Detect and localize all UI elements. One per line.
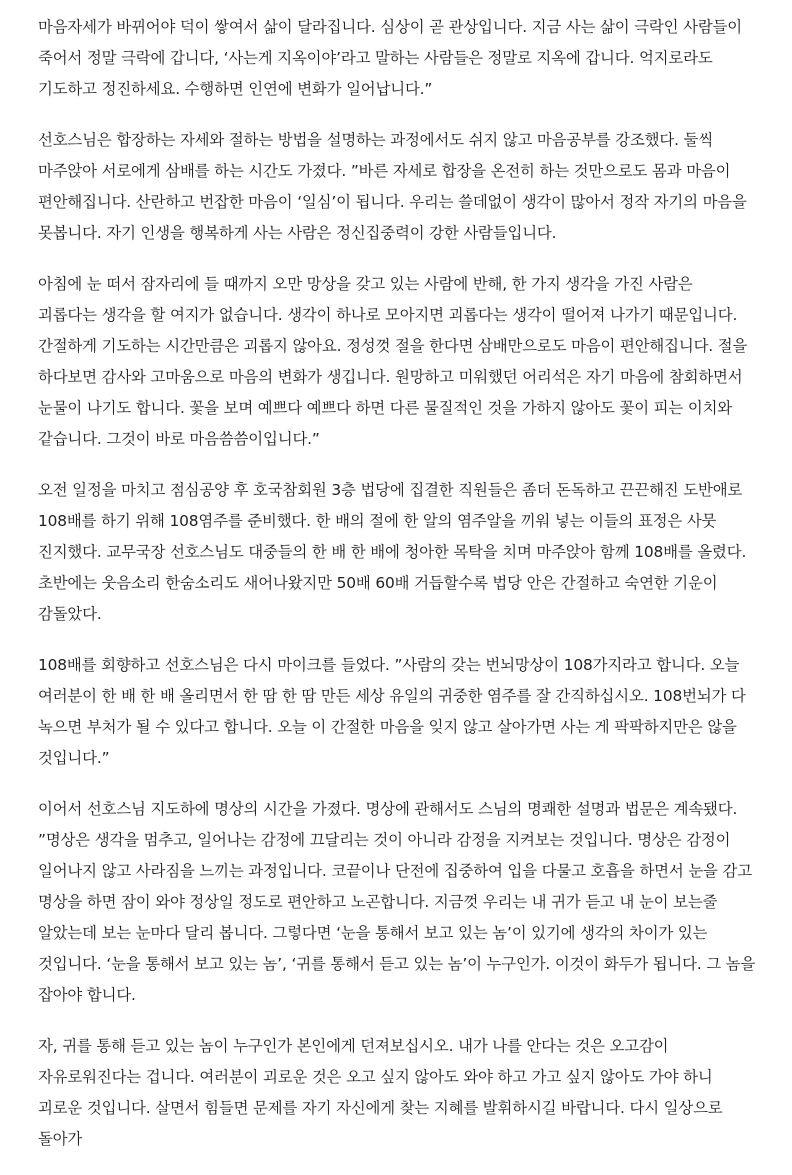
paragraph: 자, 귀를 통해 듣고 있는 놈이 누구인가 본인에게 던져보십시오. 내가 나를 안다는 것은 오고감이 자유로워진다는 겁니다. 여러분이 괴로운 것은 오고 싶지 않아도 와야 하고 가고 싶지 않아도 가야 하니 괴로운 것입니다. 살면서 힘들면 문제를 자기 자신에게 찾는 지혜를 발휘하시길 바랍니다. 다시 일상으로 돌아가 bbox=[38, 1037, 723, 1148]
article-body bbox=[38, 12, 756, 1175]
paragraph: 선호스님은 합장하는 자세와 절하는 방법을 설명하는 과정에서도 쉬지 않고 마음공부를 강조했다. 둘씩 마주앉아 서로에게 삼배를 하는 시간도 가졌다. ”바른 자세로 합장을 온전히 하는 것만으로도 몸과 마음이 편안해집니다. 산란하고 번잡한 마음이 ‘일심’이 됩니다. 우리는 쓸데없이 생각이 많아서 정작 자기의 마음을 못봅니다. 자기 인생을 행복하게 사는 사람은 정신집중력이 강한 사람들입니다. bbox=[38, 131, 747, 242]
paragraph: 마음자세가 바뀌어야 덕이 쌓여서 삶이 달라집니다. 심상이 곧 관상입니다. 지금 사는 삶이 극락인 사람들이 죽어서 정말 극락에 갑니다, ‘사는게 지옥이야’라고 말하는 사람들은 정말로 지옥에 갑니다. 억지로라도 기도하고 정진하세요. 수행하면 인연에 변화가 일어납니다.” bbox=[38, 18, 742, 98]
paragraph: 오전 일정을 마치고 점심공양 후 호국참회원 3층 법당에 집결한 직원들은 좀더 돈독하고 끈끈해진 도반애로 108배를 하기 위해 108염주를 준비했다. 한 배의 절에 한 알의 염주알을 끼워 넣는 이들의 표정은 사뭇 진지했다. 교무국장 선호스님도 대중들의 한 배 한 배에 청아한 목탁을 치며 마주앉아 함께 108배를 올렸다. 초반에는 웃음소리 한숨소리도 새어나왔지만 50배 60배 거듭할수록 법당 안은 간절하고 숙연한 기운이 감돌았다. bbox=[38, 481, 747, 623]
paragraph: 108배를 회향하고 선호스님은 다시 마이크를 들었다. ”사람의 갖는 번뇌망상이 108가지라고 합니다. 오늘 여러분이 한 배 한 배 올리면서 한 땀 한 땀 만든 세상 유일의 귀중한 염주를 잘 간직하십시오. 108번뇌가 다 녹으면 부처가 될 수 있다고 합니다. 오늘 이 간절한 마음을 잊지 않고 살아가면 사는 게 팍팍하지만은 않을 것입니다.” bbox=[38, 656, 746, 767]
paragraph: 아침에 눈 떠서 잠자리에 들 때까지 오만 망상을 갖고 있는 사람에 반해, 한 가지 생각을 가진 사람은 괴롭다는 생각을 할 여지가 없습니다. 생각이 하나로 모아지면 괴롭다는 생각이 떨어져 나가기 때문입니다. 간절하게 기도하는 시간만큼은 괴롭지 않아요. 정성껏 절을 한다면 삼배만으로도 마음이 편안해집니다. 절을 하다보면 감사와 고마움으로 마음의 변화가 생깁니다. 원망하고 미워했던 어리석은 자기 마음에 참회하면서 눈물이 나기도 합니다. 꽃을 보며 예쁘다 예쁘다 하면 다른 물질적인 것을 가하지 않아도 꽃이 피는 이치와 같습니다. 그것이 바로 마음씀씀이입니다.” bbox=[38, 275, 748, 448]
paragraph: 이어서 선호스님 지도하에 명상의 시간을 가졌다. 명상에 관해서도 스님의 명쾌한 설명과 법문은 계속됐다. ”명상은 생각을 멈추고, 일어나는 감정에 끄달리는 것이 아니라 감정을 지켜보는 것입니다. 명상은 감정이 일어나지 않고 사라짐을 느끼는 과정입니다. 코끝이나 단전에 집중하여 입을 다물고 호흡을 하면서 눈을 감고 명상을 하면 잠이 와야 정상일 정도로 편안하고 노곤합니다. 지금껏 우리는 내 귀가 듣고 내 눈이 보는줄 알았는데 보는 눈마다 달리 봅니다. 그렇다면 ‘눈을 통해서 보고 있는 놈’이 있기에 생각의 차이가 있는 것입니다. ‘눈을 통해서 보고 있는 놈’, ‘귀를 통해서 듣고 있는 놈’이 누구인가. 이것이 화두가 됩니다. 그 놈을 잡아야 합니다. bbox=[38, 800, 756, 1004]
